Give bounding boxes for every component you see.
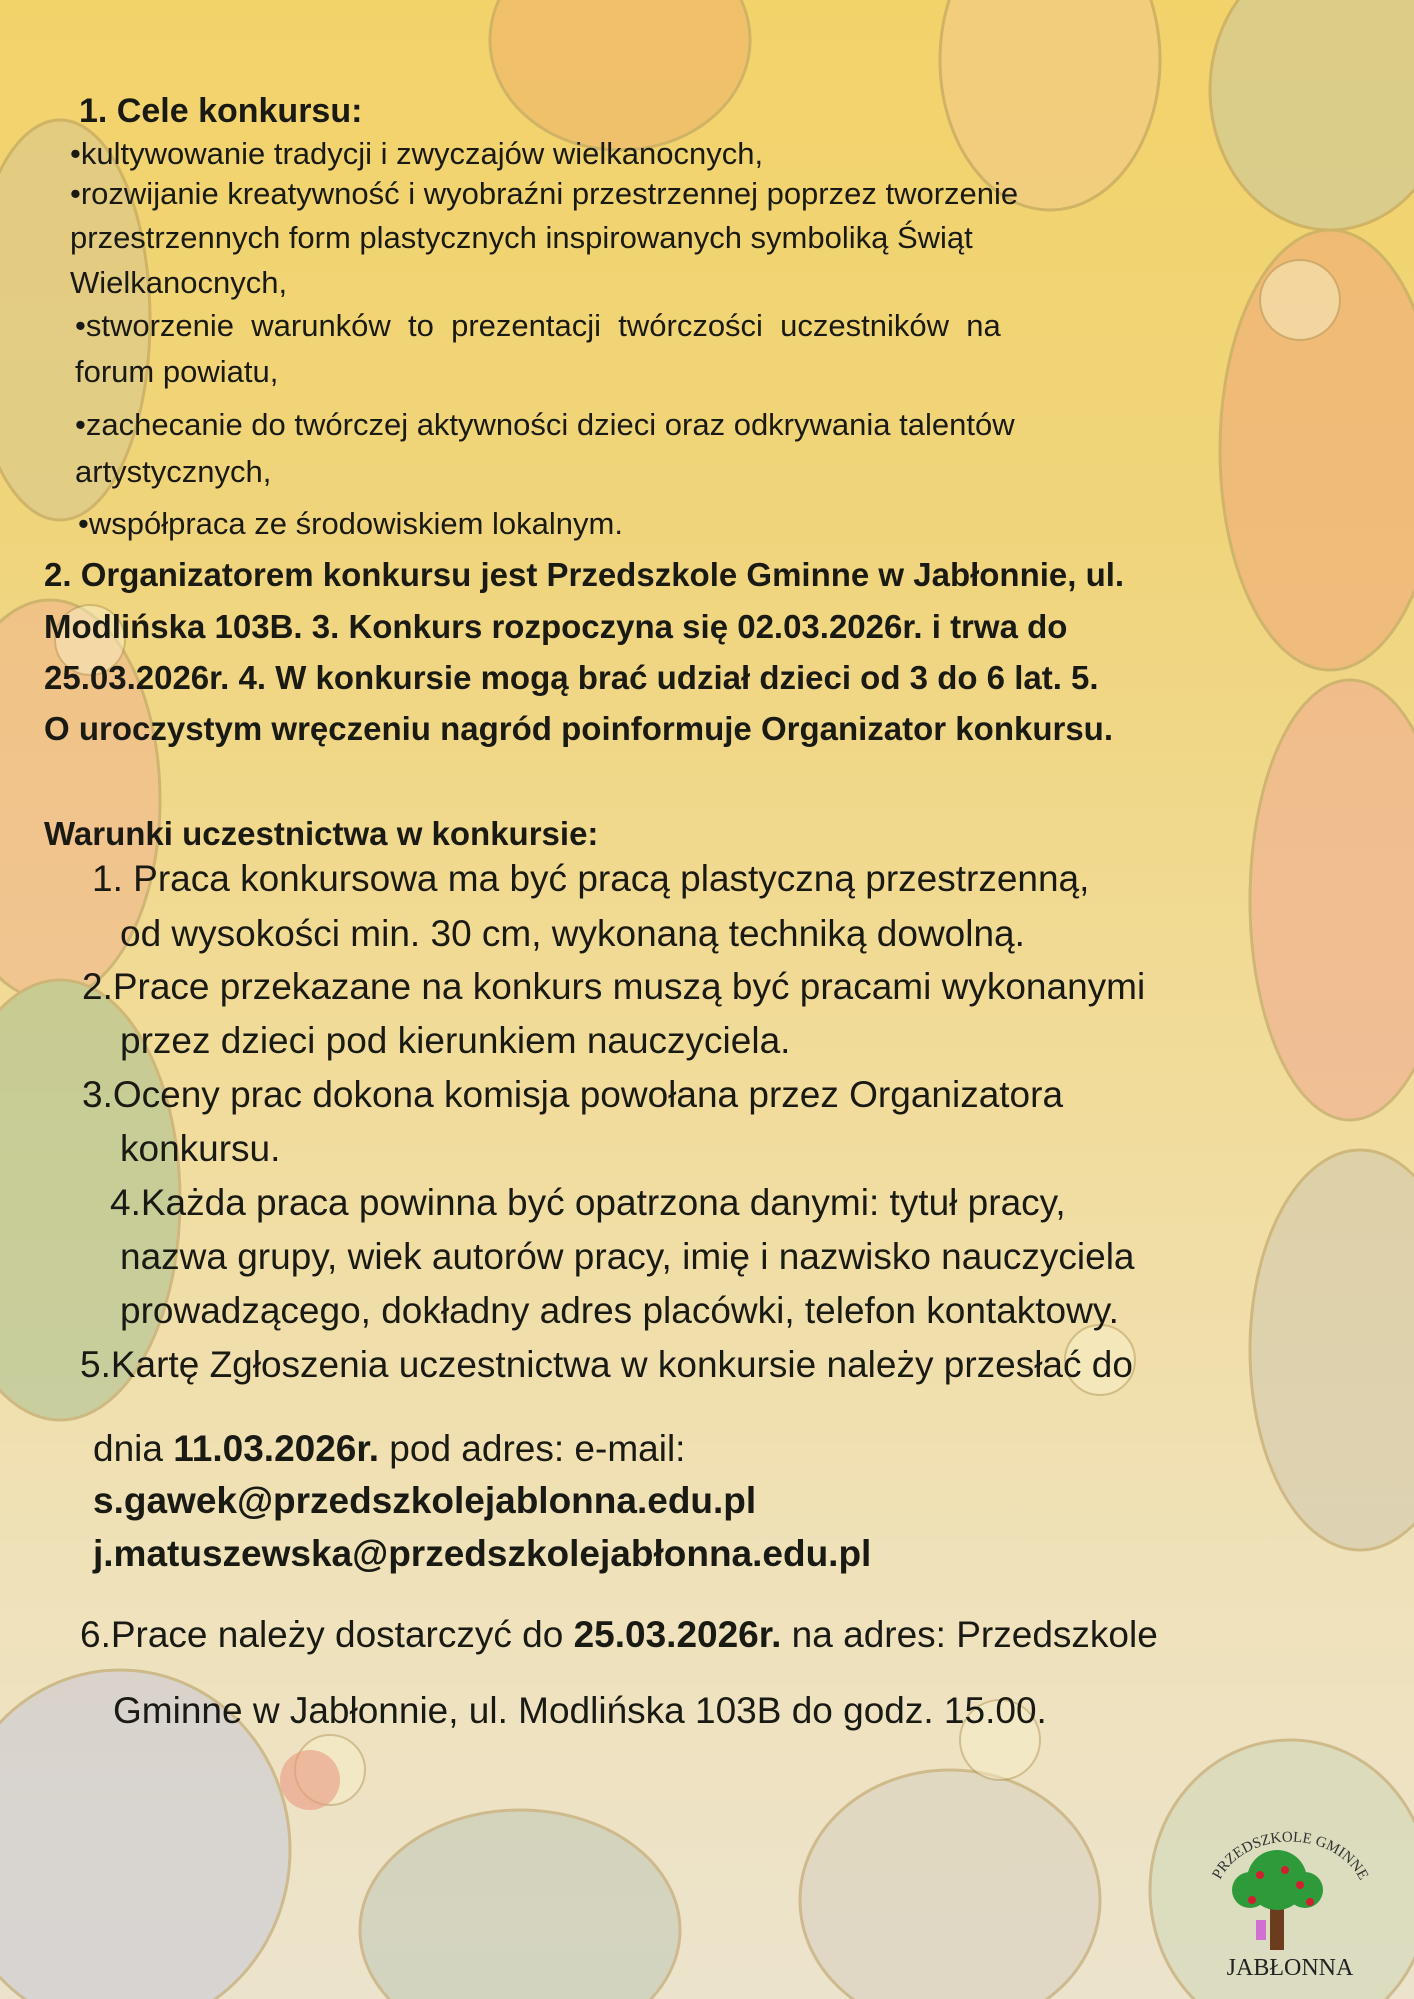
logo-name: JABŁONNA <box>1226 1955 1354 1981</box>
organizer-line: 2. Organizatorem konkursu jest Przedszkole Gminne w Jabłonnie, ul. <box>44 556 1125 593</box>
condition-line: prowadzącego, dokładny adres placówki, telefon kontaktowy. <box>120 1290 1119 1331</box>
goal-line: •rozwijanie kreatywność i wyobraźni przestrzennej poprzez tworzenie <box>70 176 1019 211</box>
condition-line: 5.Kartę Zgłoszenia uczestnictwa w konkursie należy przesłać do <box>80 1344 1133 1385</box>
condition-line: nazwa grupy, wiek autorów pracy, imię i nazwisko nauczyciela <box>120 1236 1135 1277</box>
goal-line: przestrzennych form plastycznych inspirowanych symboliką Świąt <box>70 220 973 255</box>
item6-suffix: na adres: Przedszkole <box>781 1614 1158 1655</box>
organizer-line: 25.03.2026r. 4. W konkursie mogą brać udział dzieci od 3 do 6 lat. 5. <box>44 659 1099 696</box>
deadline-line <box>93 1428 685 1470</box>
goal-line: •współpraca ze środowiskiem lokalnym. <box>78 506 623 541</box>
goal-line: artystycznych, <box>75 454 272 489</box>
goal-line: •kultywowanie tradycji i zwyczajów wielkanocnych, <box>70 136 764 171</box>
conditions-heading: Warunki uczestnictwa w konkursie: <box>44 815 599 852</box>
deadline-prefix: dnia <box>93 1428 174 1469</box>
condition-line: 2.Prace przekazane na konkurs muszą być pracami wykonanymi <box>82 966 1146 1007</box>
organizer-line: Modlińska 103B. 3. Konkurs rozpoczyna się 02.03.2026r. i trwa do <box>44 608 1068 645</box>
goals-heading: 1. Cele konkursu: <box>79 92 363 130</box>
item6-date: 25.03.2026r. <box>573 1614 782 1655</box>
deadline-suffix: pod adres: e-mail: <box>379 1428 686 1469</box>
email-link[interactable]: j.matuszewska@przedszkolejabłonna.edu.pl <box>93 1533 872 1574</box>
goal-line: •stworzenie warunków to prezentacji twórczości uczestników na <box>75 308 1001 343</box>
condition-line: konkursu. <box>120 1128 281 1169</box>
condition-line: przez dzieci pod kierunkiem nauczyciela. <box>120 1020 791 1061</box>
goal-line: Wielkanocnych, <box>70 265 288 300</box>
condition-line: 1. Praca konkursowa ma być pracą plastyczną przestrzenną, <box>92 858 1090 899</box>
email-link[interactable]: s.gawek@przedszkolejablonna.edu.pl <box>93 1480 757 1521</box>
svg-text:PRZEDSZKOLE GMINNE: PRZEDSZKOLE GMINNE <box>1209 1829 1372 1883</box>
item6-line <box>80 1614 1158 1656</box>
goal-line: •zachecanie do twórczej aktywności dzieci oraz odkrywania talentów <box>75 407 1015 442</box>
condition-line: 4.Każda praca powinna być opatrzona danymi: tytuł pracy, <box>110 1182 1066 1223</box>
item6-line2: Gminne w Jabłonnie, ul. Modlińska 103B do godz. 15.00. <box>113 1690 1047 1731</box>
organizer-line: O uroczystym wręczeniu nagród poinformuje Organizator konkursu. <box>44 710 1114 747</box>
condition-line: od wysokości min. 30 cm, wykonaną techniką dowolną. <box>120 913 1025 954</box>
condition-line: 3.Oceny prac dokona komisja powołana przez Organizatora <box>82 1074 1064 1115</box>
deadline-date: 11.03.2026r. <box>173 1428 380 1469</box>
preschool-logo <box>1190 1810 1400 1990</box>
goal-line: forum powiatu, <box>75 354 279 389</box>
item6-prefix: 6.Prace należy dostarczyć do <box>80 1614 574 1655</box>
